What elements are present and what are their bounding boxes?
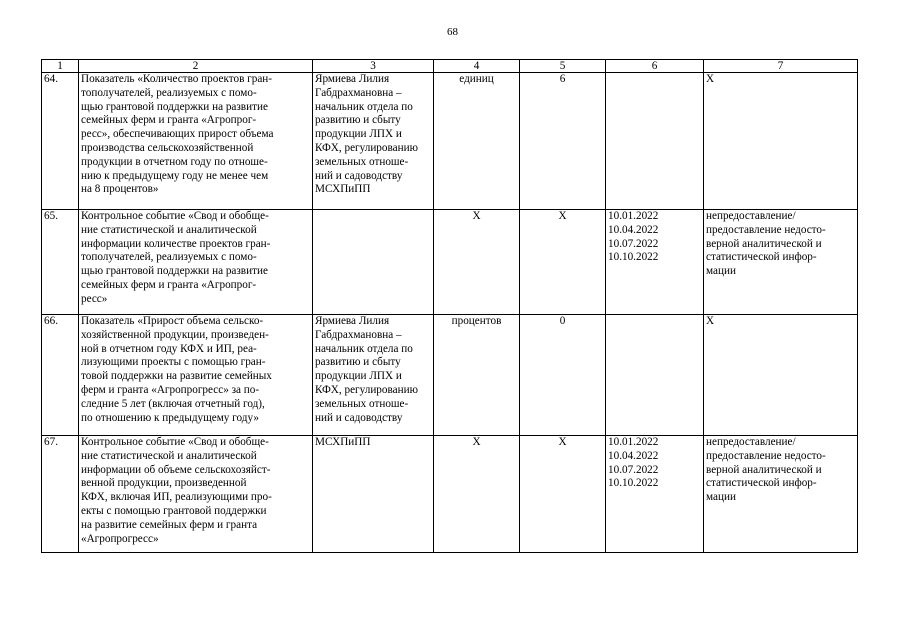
row-number: 64. <box>42 73 79 210</box>
measures-table <box>41 59 858 553</box>
row-unit: процентов <box>434 315 520 436</box>
column-header-1: 1 <box>42 60 79 73</box>
table-row <box>42 436 858 553</box>
row-note: непредоставление/ предоставление недосто- верной аналитической и статистической инфор- мации <box>704 210 858 315</box>
row-value: 0 <box>520 315 606 436</box>
row-unit: Х <box>434 210 520 315</box>
row-description: Показатель «Прирост объема сельско- хозяйственной продукции, произведен- ной в отчетном году КФХ и ИП, реа- лизующими проекты с помощью гран- товой поддержки на развитие семейных ферм и гранта «Агропрогресс» за по- следние 5 лет (включая отчетный год), по отношению к предыдущему году» <box>79 315 313 436</box>
table-row <box>42 315 858 436</box>
row-dates: 10.01.2022 10.04.2022 10.07.2022 10.10.2022 <box>606 436 704 553</box>
row-note: Х <box>704 315 858 436</box>
row-value: Х <box>520 210 606 315</box>
row-description: Контрольное событие «Свод и обобще- ние статистической и аналитической информации количестве проектов гран- тополучателей, реализуемых с помо- щью грантовой поддержки на развитие семейных ферм и гранта «Агропрог- ресс» <box>79 210 313 315</box>
row-unit: Х <box>434 436 520 553</box>
row-unit: единиц <box>434 73 520 210</box>
row-responsible: Ярмиева Лилия Габдрахмановна – начальник отдела по развитию и сбыту продукции ЛПХ и КФХ, регулированию земельных отноше- ний и садоводству <box>313 315 434 436</box>
row-number: 66. <box>42 315 79 436</box>
table-row <box>42 210 858 315</box>
row-description: Контрольное событие «Свод и обобще- ние статистической и аналитической информации об объеме сельскохозяйст- венной продукции, произведенной КФХ, включая ИП, реализующими про- екты с помощью грантовой поддержки на развитие семейных ферм и гранта «Агропрогресс» <box>79 436 313 553</box>
row-description: Показатель «Количество проектов гран- тополучателей, реализуемых с помо- щью грантовой поддержки на развитие семейных ферм и гранта «Агропрог- ресс», обеспечивающих прирост объема производства сельскохозяйственной продукции в отчетном году по отноше- нию к предыдущему году не менее чем на 8 процентов» <box>79 73 313 210</box>
table-row <box>42 73 858 210</box>
row-value: 6 <box>520 73 606 210</box>
row-dates: 10.01.2022 10.04.2022 10.07.2022 10.10.2022 <box>606 210 704 315</box>
column-header-4: 4 <box>434 60 520 73</box>
column-header-7: 7 <box>704 60 858 73</box>
column-header-5: 5 <box>520 60 606 73</box>
row-note: непредоставление/ предоставление недосто- верной аналитической и статистической инфор- мации <box>704 436 858 553</box>
column-header-6: 6 <box>606 60 704 73</box>
column-header-3: 3 <box>313 60 434 73</box>
row-number: 67. <box>42 436 79 553</box>
row-dates <box>606 73 704 210</box>
row-note: Х <box>704 73 858 210</box>
header-row <box>42 60 858 73</box>
row-number: 65. <box>42 210 79 315</box>
page-number: 68 <box>447 26 458 38</box>
row-responsible: Ярмиева Лилия Габдрахмановна – начальник отдела по развитию и сбыту продукции ЛПХ и КФХ, регулированию земельных отноше- ний и садоводству МСХПиПП <box>313 73 434 210</box>
row-dates <box>606 315 704 436</box>
row-responsible: МСХПиПП <box>313 436 434 553</box>
column-header-2: 2 <box>79 60 313 73</box>
row-value: Х <box>520 436 606 553</box>
row-responsible <box>313 210 434 315</box>
